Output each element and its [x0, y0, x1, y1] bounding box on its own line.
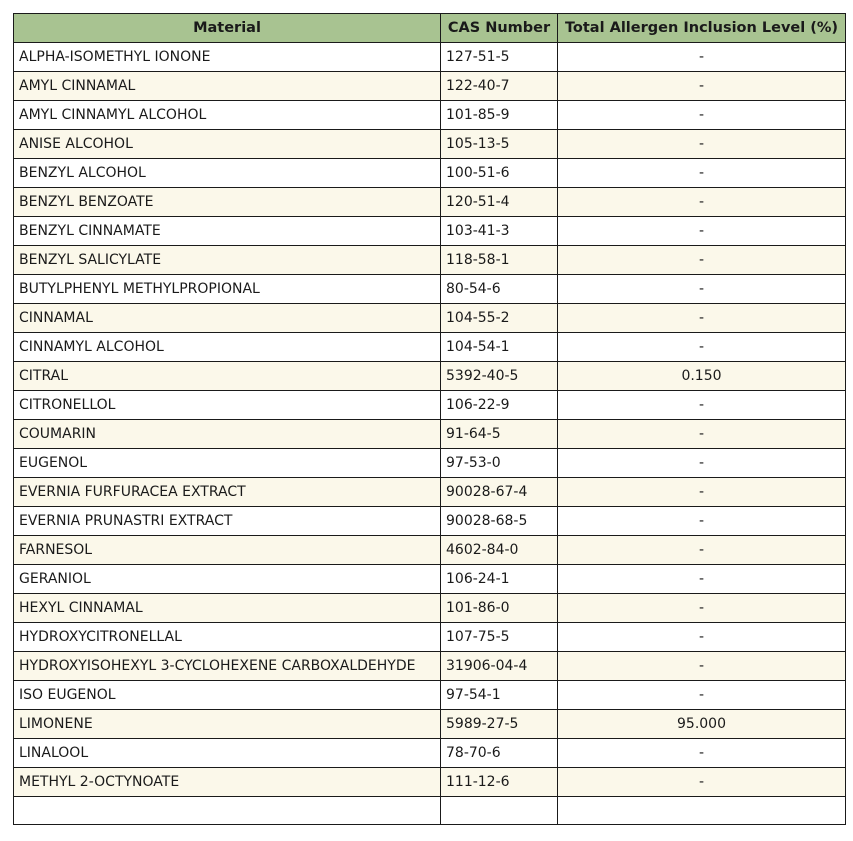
cell-cas-number: 4602-84-0: [441, 536, 558, 565]
cell-inclusion-level: 95.000: [558, 710, 846, 739]
cell-inclusion-level: -: [558, 246, 846, 275]
cell-inclusion-level: -: [558, 101, 846, 130]
cell-inclusion-level: -: [558, 275, 846, 304]
header-material: Material: [14, 14, 441, 43]
cell-material: [14, 797, 441, 825]
cell-inclusion-level: -: [558, 536, 846, 565]
cell-inclusion-level: -: [558, 188, 846, 217]
cell-material: EVERNIA FURFURACEA EXTRACT: [14, 478, 441, 507]
table-row: [14, 101, 846, 130]
table-row: [14, 391, 846, 420]
cell-inclusion-level: -: [558, 478, 846, 507]
table-row: [14, 507, 846, 536]
table-row: [14, 420, 846, 449]
cell-inclusion-level: -: [558, 623, 846, 652]
cell-inclusion-level: -: [558, 130, 846, 159]
table-row: [14, 72, 846, 101]
cell-material: LIMONENE: [14, 710, 441, 739]
allergen-table: [13, 13, 846, 825]
cell-cas-number: 122-40-7: [441, 72, 558, 101]
cell-inclusion-level: -: [558, 43, 846, 72]
cell-cas-number: 103-41-3: [441, 217, 558, 246]
table-row: [14, 768, 846, 797]
cell-inclusion-level: -: [558, 507, 846, 536]
table-row: [14, 536, 846, 565]
cell-cas-number: 118-58-1: [441, 246, 558, 275]
cell-material: LINALOOL: [14, 739, 441, 768]
cell-material: HYDROXYCITRONELLAL: [14, 623, 441, 652]
cell-material: AMYL CINNAMAL: [14, 72, 441, 101]
cell-inclusion-level: -: [558, 681, 846, 710]
cell-cas-number: 105-13-5: [441, 130, 558, 159]
cell-material: BENZYL BENZOATE: [14, 188, 441, 217]
cell-inclusion-level: -: [558, 565, 846, 594]
table-row: [14, 449, 846, 478]
table-row: [14, 362, 846, 391]
cell-material: CINNAMAL: [14, 304, 441, 333]
cell-inclusion-level: -: [558, 159, 846, 188]
cell-material: AMYL CINNAMYL ALCOHOL: [14, 101, 441, 130]
header-inclusion-level: Total Allergen Inclusion Level (%): [558, 14, 846, 43]
cell-cas-number: 97-53-0: [441, 449, 558, 478]
table-body: [14, 43, 846, 825]
cell-inclusion-level: -: [558, 304, 846, 333]
cell-cas-number: 97-54-1: [441, 681, 558, 710]
table-row: [14, 333, 846, 362]
cell-cas-number: [441, 797, 558, 825]
cell-material: HYDROXYISOHEXYL 3-CYCLOHEXENE CARBOXALDEHYDE: [14, 652, 441, 681]
table-header: [14, 14, 846, 43]
table-row: [14, 188, 846, 217]
cell-material: HEXYL CINNAMAL: [14, 594, 441, 623]
cell-cas-number: 100-51-6: [441, 159, 558, 188]
cell-cas-number: 106-22-9: [441, 391, 558, 420]
cell-inclusion-level: -: [558, 652, 846, 681]
table-row: [14, 130, 846, 159]
cell-material: BENZYL CINNAMATE: [14, 217, 441, 246]
header-row: [14, 14, 846, 43]
table-row: [14, 565, 846, 594]
cell-inclusion-level: -: [558, 217, 846, 246]
cell-inclusion-level: -: [558, 391, 846, 420]
cell-material: BUTYLPHENYL METHYLPROPIONAL: [14, 275, 441, 304]
cell-material: ALPHA-ISOMETHYL IONONE: [14, 43, 441, 72]
cell-cas-number: 80-54-6: [441, 275, 558, 304]
cell-material: GERANIOL: [14, 565, 441, 594]
table-row: [14, 478, 846, 507]
cell-inclusion-level: 0.150: [558, 362, 846, 391]
table-row: [14, 623, 846, 652]
table-row: [14, 652, 846, 681]
table-row: [14, 594, 846, 623]
cell-cas-number: 104-55-2: [441, 304, 558, 333]
cell-material: CITRAL: [14, 362, 441, 391]
cell-cas-number: 91-64-5: [441, 420, 558, 449]
cell-material: ANISE ALCOHOL: [14, 130, 441, 159]
table-row: [14, 217, 846, 246]
table-row: [14, 797, 846, 825]
cell-cas-number: 5392-40-5: [441, 362, 558, 391]
cell-material: EVERNIA PRUNASTRI EXTRACT: [14, 507, 441, 536]
cell-inclusion-level: -: [558, 333, 846, 362]
table-row: [14, 681, 846, 710]
cell-inclusion-level: -: [558, 449, 846, 478]
cell-cas-number: 107-75-5: [441, 623, 558, 652]
header-cas-number: CAS Number: [441, 14, 558, 43]
cell-cas-number: 104-54-1: [441, 333, 558, 362]
table-row: [14, 275, 846, 304]
cell-inclusion-level: [558, 797, 846, 825]
cell-cas-number: 5989-27-5: [441, 710, 558, 739]
cell-cas-number: 31906-04-4: [441, 652, 558, 681]
cell-cas-number: 127-51-5: [441, 43, 558, 72]
cell-inclusion-level: -: [558, 72, 846, 101]
cell-material: COUMARIN: [14, 420, 441, 449]
cell-cas-number: 106-24-1: [441, 565, 558, 594]
cell-cas-number: 101-85-9: [441, 101, 558, 130]
cell-inclusion-level: -: [558, 768, 846, 797]
cell-inclusion-level: -: [558, 420, 846, 449]
cell-material: BENZYL ALCOHOL: [14, 159, 441, 188]
table-row: [14, 159, 846, 188]
cell-material: METHYL 2-OCTYNOATE: [14, 768, 441, 797]
cell-material: CINNAMYL ALCOHOL: [14, 333, 441, 362]
cell-cas-number: 111-12-6: [441, 768, 558, 797]
cell-material: ISO EUGENOL: [14, 681, 441, 710]
table-row: [14, 304, 846, 333]
cell-inclusion-level: -: [558, 594, 846, 623]
table-row: [14, 246, 846, 275]
cell-material: BENZYL SALICYLATE: [14, 246, 441, 275]
cell-material: FARNESOL: [14, 536, 441, 565]
table-row: [14, 739, 846, 768]
cell-cas-number: 120-51-4: [441, 188, 558, 217]
cell-cas-number: 90028-68-5: [441, 507, 558, 536]
cell-cas-number: 78-70-6: [441, 739, 558, 768]
cell-cas-number: 90028-67-4: [441, 478, 558, 507]
table-row: [14, 710, 846, 739]
cell-material: EUGENOL: [14, 449, 441, 478]
cell-material: CITRONELLOL: [14, 391, 441, 420]
cell-cas-number: 101-86-0: [441, 594, 558, 623]
cell-inclusion-level: -: [558, 739, 846, 768]
table-row: [14, 43, 846, 72]
